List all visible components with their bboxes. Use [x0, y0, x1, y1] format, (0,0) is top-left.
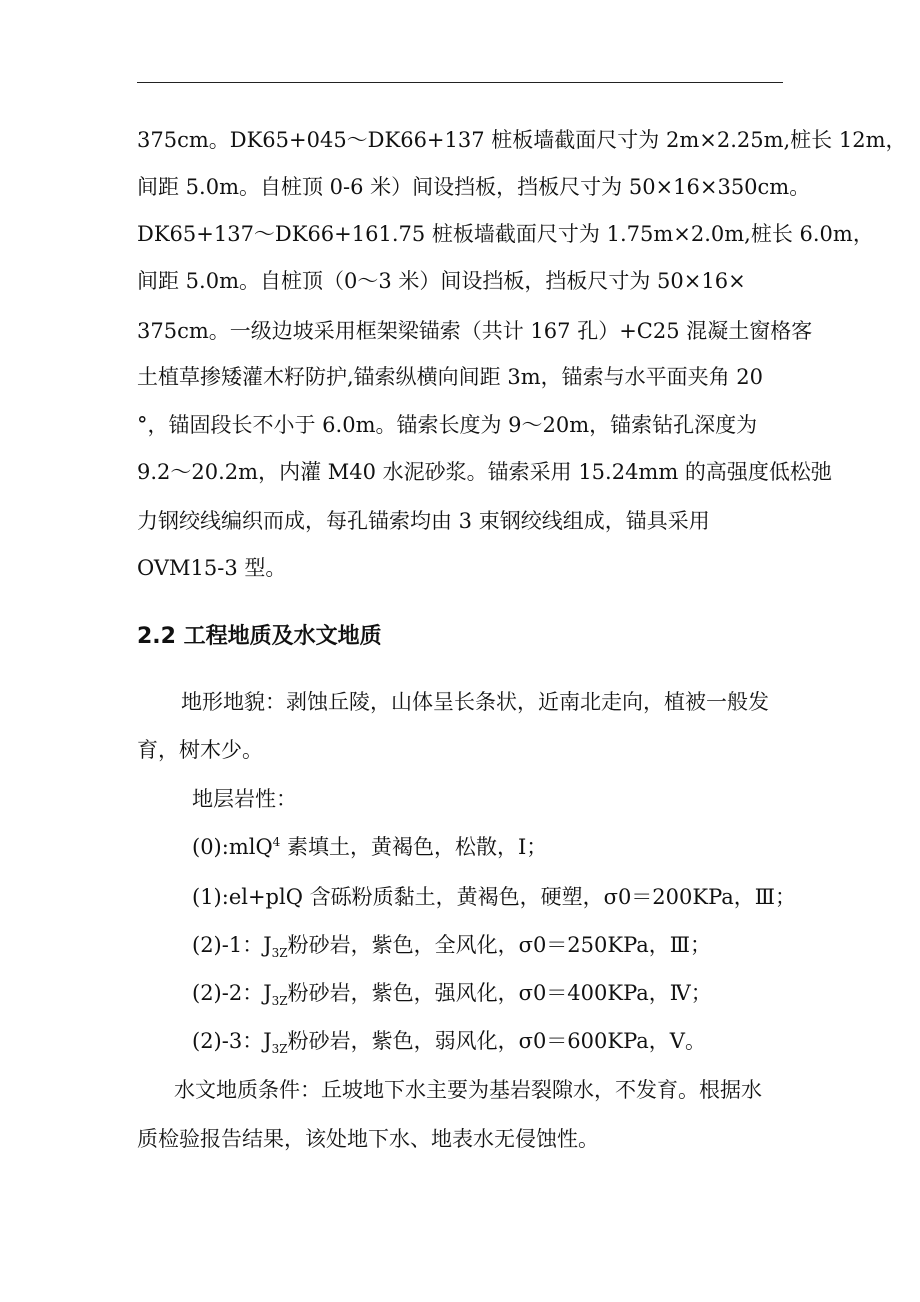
strata-item-1: (1):el+plQ 含砾粉质黏土，黄褐色，硬塑，σ0＝200KPa，Ⅲ； [192, 885, 797, 909]
paragraph-line: 间距 5.0m。自桩顶 0-6 米）间设挡板，挡板尺寸为 50×16×350cm。 [137, 175, 811, 199]
strata-item-prefix: (2)-1：J [192, 933, 272, 957]
strata-title: 地层岩性： [192, 787, 297, 811]
strata-item-prefix: (2)-2：J [192, 981, 272, 1005]
landform-line: 地形地貌：剥蚀丘陵，山体呈长条状，近南北走向，植被一般发 [181, 690, 769, 714]
paragraph-line: 9.2～20.2m，内灌 M40 水泥砂浆。锚索采用 15.24mm 的高强度低松弛 [137, 460, 832, 484]
strata-item-rest: 素填土，黄褐色，松散，Ⅰ； [280, 835, 548, 859]
strata-item-2-2 [192, 978, 712, 1008]
strata-item-rest: 粉砂岩，紫色，弱风化，σ0＝600KPa，Ⅴ。 [287, 1029, 706, 1053]
landform-line: 育，树木少。 [137, 738, 263, 762]
paragraph-line: 375cm。DK65+045～DK66+137 桩板墙截面尺寸为 2m×2.25m,桩长 12m， [137, 128, 907, 152]
section-heading: 2.2 工程地质及水文地质 [137, 624, 382, 649]
paragraph-line: 间距 5.0m。自桩顶（0～3 米）间设挡板，挡板尺寸为 50×16× [137, 269, 746, 293]
paragraph-line: 土植草掺矮灌木籽防护,锚索纵横向间距 3m，锚索与水平面夹角 20 [137, 365, 764, 389]
paragraph-line: OVM15-3 型。 [137, 556, 287, 580]
strata-item-0 [192, 832, 547, 862]
header-rule [137, 82, 783, 83]
paragraph-line: DK65+137～DK66+161.75 桩板墙截面尺寸为 1.75m×2.0m,桩长 6.0m， [137, 222, 874, 246]
paragraph-line: 375cm。一级边坡采用框架梁锚索（共计 167 孔）+C25 混凝土窗格客 [137, 319, 813, 343]
strata-item-sub: 3Z [271, 994, 288, 1009]
strata-item-2-3 [192, 1026, 706, 1056]
paragraph-line: 力钢绞线编织而成，每孔锚索均由 3 束钢绞线组成，锚具采用 [137, 509, 710, 533]
paragraph-line: °，锚固段长不小于 6.0m。锚索长度为 9～20m，锚索钻孔深度为 [137, 413, 758, 437]
strata-item-sup: 4 [272, 835, 281, 849]
strata-item-rest: 粉砂岩，紫色，全风化，σ0＝250KPa，Ⅲ； [287, 933, 712, 957]
strata-item-sub: 3Z [271, 1042, 288, 1057]
hydro-line: 质检验报告结果，该处地下水、地表水无侵蚀性。 [137, 1127, 599, 1151]
strata-item-2-1 [192, 930, 711, 960]
hydro-line: 水文地质条件：丘坡地下水主要为基岩裂隙水，不发育。根据水 [174, 1078, 762, 1102]
strata-item-prefix: (2)-3：J [192, 1029, 272, 1053]
strata-item-rest: 粉砂岩，紫色，强风化，σ0＝400KPa，Ⅳ； [287, 981, 712, 1005]
strata-item-prefix: (0):mlQ [192, 835, 273, 859]
strata-item-sub: 3Z [271, 946, 288, 961]
